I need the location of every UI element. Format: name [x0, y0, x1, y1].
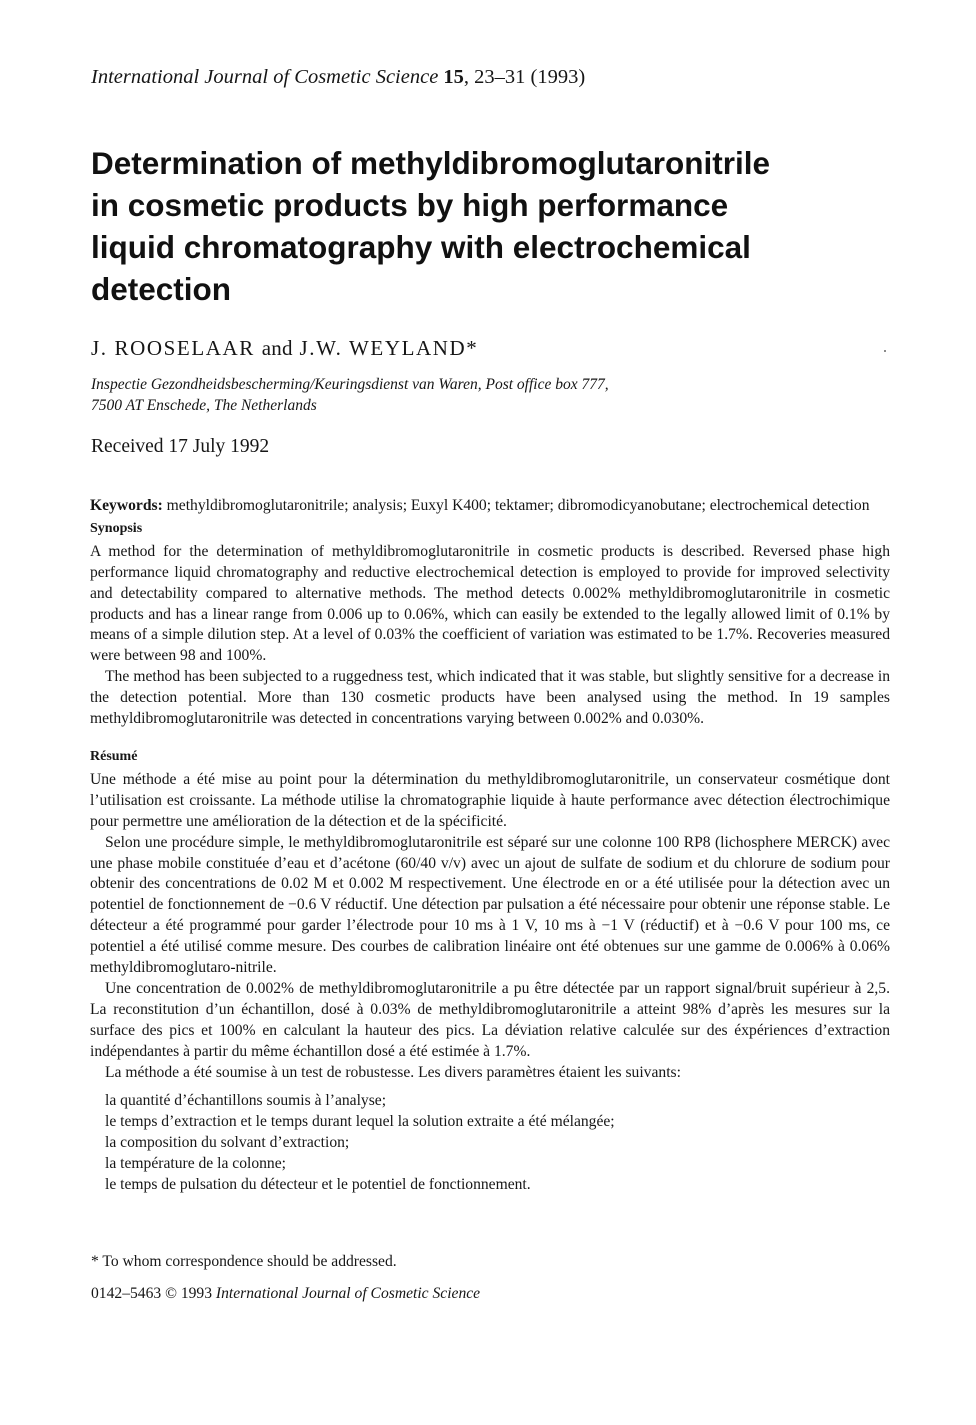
- synopsis-paragraph: A method for the determination of methyldibromoglutaronitrile in cosmetic products is described. Reversed phase high performance liquid chromatography and reductive electrochemical detection is employed to provide for improved selectivity and detectability compared to alternative methods. The method detects 0.002% methyldibromoglutaronitrile in cosmetic products and has a linear range from 0.006 up to 0.06%, which can easily be extended to the legally allowed limit of 0.1% by means of a simple dilution step. At a level of 0.03% the coefficient of variation was estimated to be 1.7%. Recoveries measured were between 98 and 100%.: [90, 542, 890, 665]
- scan-speck: [884, 350, 886, 352]
- list-item: la température de la colonne;: [105, 1155, 286, 1173]
- keywords-label: Keywords:: [90, 497, 163, 514]
- journal-pages-year: , 23–31 (1993): [463, 66, 586, 88]
- copyright-text: 0142–5463 © 1993: [91, 1285, 213, 1302]
- journal-volume: 15: [443, 66, 464, 88]
- title-line: Determination of methyldibromoglutaronitrile: [91, 145, 771, 181]
- resume-paragraph: La méthode a été soumise à un test de robustesse. Les divers paramètres étaient les suivants:: [105, 1063, 681, 1081]
- author-first: J. ROOSELAAR: [91, 336, 255, 360]
- article-body: [90, 496, 890, 1196]
- journal-reference: [91, 66, 585, 89]
- title-line: in cosmetic products by high performance: [91, 187, 729, 223]
- title-line: detection: [91, 271, 232, 307]
- affiliation-line: Inspectie Gezondheidsbescherming/Keuringsdienst van Waren, Post office box 777,: [91, 376, 609, 393]
- synopsis-paragraph: The method has been subjected to a ruggedness test, which indicated that it was stable, but slightly sensitive for a decrease in the detection potential. More than 130 cosmetic products have been analysed using the method. In 19 samples methyldibromoglutaronitrile was detected in concentrations varying between 0.002% and 0.030%.: [90, 668, 890, 728]
- keywords-text: methyldibromoglutaronitrile; analysis; Euxyl K400; tektamer; dibromodicyanobutane; electrochemical detection: [166, 497, 870, 514]
- resume-paragraph: Une concentration de 0.002% de methyldibromoglutaronitrile a pu être détectée par un rapport signal/bruit supérieur à 2,5. La reconstitution d’un échantillon, dosé à 0.03% de methyldibromoglutaronitrile a atteint 98% d’après les mesures sur la surface des pics et 100% en calculant la hauteur des pics. La déviation relative calculée sur des éxpériences d’extraction indépendantes à partir du même échantillon dosé a été estimée à 1.7%.: [90, 979, 890, 1060]
- resume-paragraph: Selon une procédure simple, le methyldibromoglutaronitrile est séparé sur une colonne 100 RP8 (lichosphere MERCK) avec une phase mobile constituée d’eau et d’acétone (60/40 v/v) avec un ajout de sulfate de sodium et du chlorure de sodium pour obtenir des concentrations de 0.02 M et 0.002 M respectivement. Une électrode en or a été utilisée pour la détection avec un potentiel de fonctionnement de −0.6 V réductif. Une détection par pulsation a été nécessaire pour obtenir une réponse stable. Le détecteur a été programmé pour garder l’électrode pour 10 ms à 1 V, 10 ms à −1 V (réductif) et à −0.6 V pour 100 ms, ce potentiel a été utilisé comme mesure. Des courbes de calibration linéaire ont été obtenues sur une gamme de 0.006% à 0.06% methyldibromoglutaro-nitrile.: [90, 833, 890, 977]
- resume-parameter-list: [90, 1091, 890, 1196]
- author-conjunction: and: [261, 336, 293, 360]
- keywords: [90, 496, 890, 517]
- copyright-line: [91, 1285, 480, 1303]
- list-item: le temps de pulsation du détecteur et le potentiel de fonctionnement.: [105, 1176, 531, 1194]
- copyright-journal: International Journal of Cosmetic Science: [215, 1285, 481, 1302]
- list-item: la composition du solvant d’extraction;: [105, 1134, 350, 1152]
- correspondence-footnote: * To whom correspondence should be addressed.: [91, 1253, 397, 1270]
- author-second: J.W. WEYLAND*: [299, 336, 479, 360]
- resume-heading: Résumé: [90, 748, 138, 764]
- received-date: Received 17 July 1992: [91, 436, 270, 457]
- author-list: [91, 336, 478, 361]
- resume-paragraph: Une méthode a été mise au point pour la détermination du methyldibromoglutaronitrile, un conservateur cosmétique dont l’utilisation est croissante. La méthode utilise la chromatographie liquide à haute performance avec détection électrochimique pour permettre une amélioration de la détection et de la spécificité.: [90, 770, 890, 830]
- journal-name: International Journal of Cosmetic Science: [91, 66, 439, 88]
- list-item: le temps d’extraction et le temps durant lequel la solution extraite a été mélangée;: [105, 1113, 615, 1131]
- title-line: liquid chromatography with electrochemical: [91, 229, 751, 265]
- affiliation-line: 7500 AT Enschede, The Netherlands: [91, 397, 317, 414]
- synopsis-heading: Synopsis: [90, 520, 143, 536]
- affiliation: [91, 374, 609, 416]
- list-item: la quantité d’échantillons soumis à l’analyse;: [105, 1092, 387, 1110]
- article-title: [91, 142, 891, 310]
